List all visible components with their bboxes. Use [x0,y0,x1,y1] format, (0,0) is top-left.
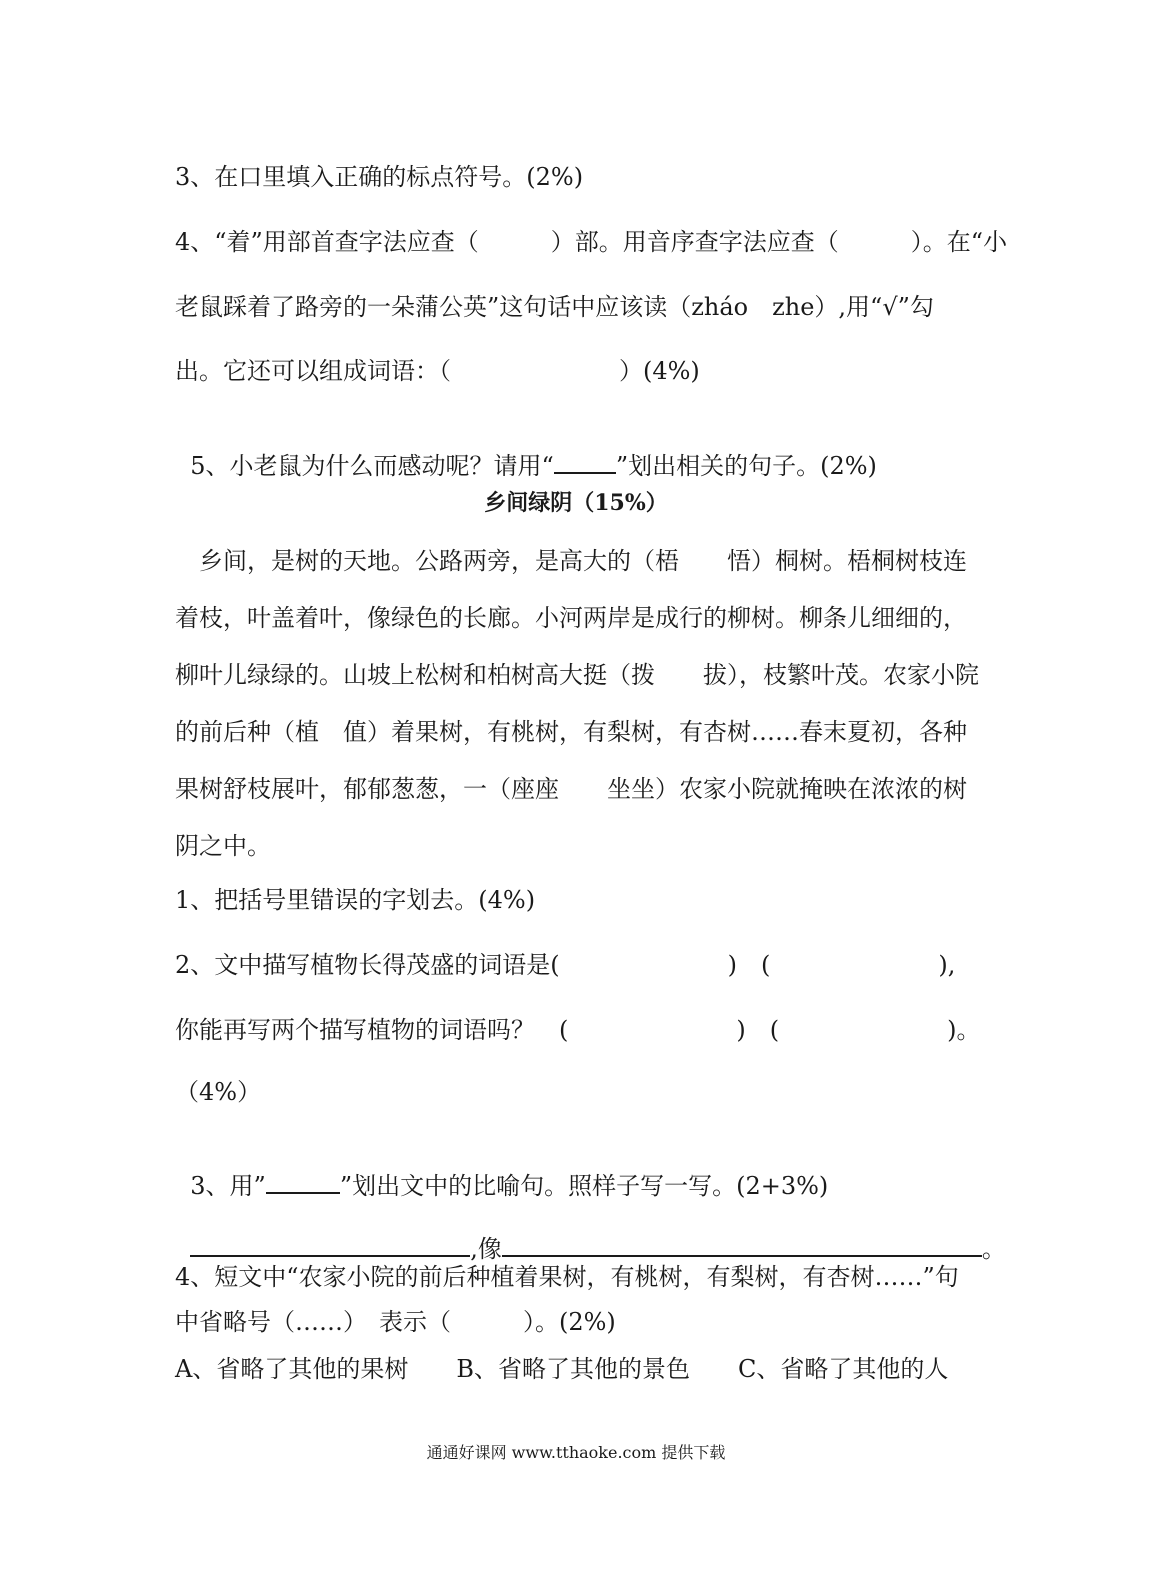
passage-line-3: 柳叶儿绿绿的。山坡上松树和柏树高大挺（拨 拔），枝繁叶茂。农家小院 [175,661,979,689]
sec2-question-2-line-1: 2、文中描写植物长得茂盛的词语是( ) ( ), [175,951,956,979]
question-5-text-a: 5、小老鼠为什么而感动呢？请用“ [190,452,554,480]
sec2-question-3-answer-line [175,1203,1006,1264]
sec2-question-4-options: A、省略了其他的果树 B、省略了其他的景色 C、省略了其他的人 [175,1355,949,1383]
passage-line-2: 着枝，叶盖着叶，像绿色的长廊。小河两岸是成行的柳树。柳条儿细细的， [175,604,967,632]
question-4-line-3: 出。它还可以组成词语：（ ）(4%) [175,357,700,385]
question-3: 3、在口里填入正确的标点符号。(2%) [175,163,584,191]
sec2-question-2-line-3: （4%） [175,1078,262,1106]
sec2-question-2-line-2: 你能再写两个描写植物的词语吗？ ( ) ( )。 [175,1016,981,1044]
sec2-question-3 [175,1140,828,1201]
question-4-line-2: 老鼠踩着了路旁的一朵蒲公英”这句话中应该读（zháo zhe）,用“√”勾 [175,293,934,321]
question-5 [175,420,877,481]
passage-line-1: 乡间，是树的天地。公路两旁，是高大的（梧 悟）桐树。梧桐树枝连 [175,547,967,575]
answer-blank-2[interactable] [502,1233,982,1257]
answer-end: 。 [981,1235,1006,1263]
sec2-question-4-line-2: 中省略号（……） 表示（ ）。(2%) [175,1308,616,1336]
sec2-question-4-line-1: 4、短文中“农家小院的前后种植着果树，有桃树，有梨树，有杏树……”句 [175,1263,959,1291]
underline-sample [266,1170,340,1194]
passage-line-6: 阴之中。 [175,832,271,860]
question-4-line-1: 4、“着”用部首查字法应查（ ）部。用音序查字法应查（ ）。在“小 [175,228,1008,256]
passage-line-4: 的前后种（植 值）着果树，有桃树，有梨树，有杏树……春末夏初，各种 [175,718,967,746]
question-5-text-b: ”划出相关的句子。(2%) [615,452,877,480]
sec2-question-3-text-b: ”划出文中的比喻句。照样子写一写。(2+3%) [339,1172,829,1200]
answer-blank-1[interactable] [190,1233,470,1257]
section-title: 乡间绿阴（15%） [484,490,668,516]
answer-connector: ,像 [470,1235,502,1263]
underline-sample [554,450,616,474]
sec2-question-1: 1、把括号里错误的字划去。(4%) [175,886,536,914]
passage-line-5: 果树舒枝展叶，郁郁葱葱，一（座座 坐坐）农家小院就掩映在浓浓的树 [175,775,967,803]
page-footer: 通通好课网 www.tthaoke.com 提供下载 [426,1443,726,1462]
sec2-question-3-text-a: 3、用” [190,1172,266,1200]
